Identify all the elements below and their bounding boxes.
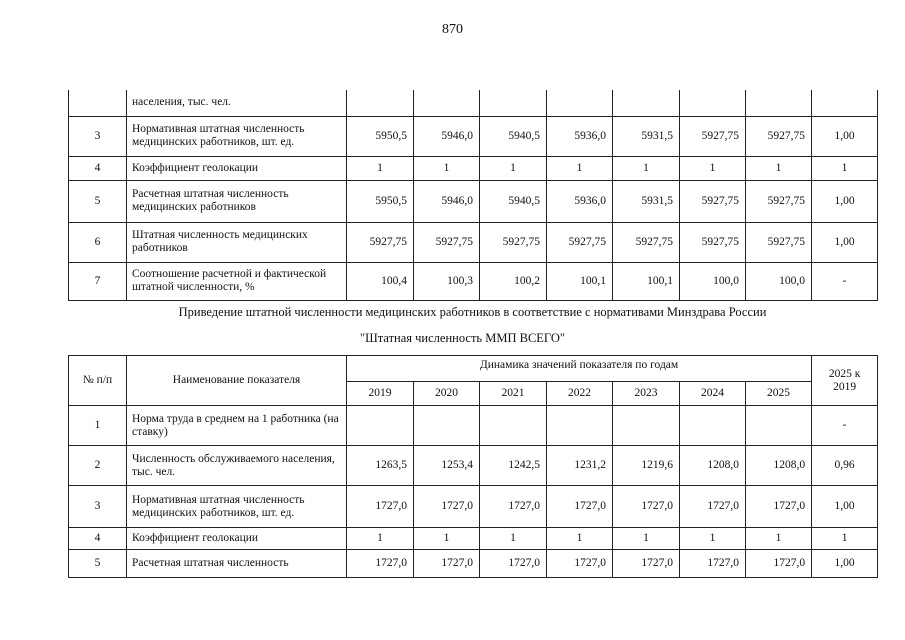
value-cell: 5927,75 xyxy=(746,222,812,262)
indicator-name: Нормативная штатная численность медицинских работников, шт. ед. xyxy=(127,486,347,528)
table-row xyxy=(69,180,878,222)
value-cell: 1231,2 xyxy=(547,446,613,486)
value-cell: 1727,0 xyxy=(347,486,414,528)
value-cell: 5946,0 xyxy=(414,180,480,222)
indicator-name: Численность обслуживаемого населения, тыс. чел. xyxy=(127,446,347,486)
value-cell xyxy=(613,406,680,446)
value-cell: 1208,0 xyxy=(746,446,812,486)
table-row xyxy=(69,486,878,528)
table-mmp-total xyxy=(68,355,878,578)
value-cell xyxy=(613,90,680,116)
value-cell: 5927,75 xyxy=(680,222,746,262)
row-number xyxy=(69,90,127,116)
value-cell: 5927,75 xyxy=(613,222,680,262)
value-cell xyxy=(746,406,812,446)
indicator-name: Норма труда в среднем на 1 работника (на ставку) xyxy=(127,406,347,446)
value-cell: 1219,6 xyxy=(613,446,680,486)
value-cell: 1727,0 xyxy=(547,486,613,528)
header-ratio: 2025 к 2019 xyxy=(812,356,878,406)
table-row xyxy=(69,90,878,116)
value-cell: 5931,5 xyxy=(613,116,680,156)
value-cell: 1208,0 xyxy=(680,446,746,486)
header-dynamics: Динамика значений показателя по годам xyxy=(347,356,812,382)
header-num: № п/п xyxy=(69,356,127,406)
header-year: 2022 xyxy=(547,382,613,406)
value-cell: 5927,75 xyxy=(414,222,480,262)
indicator-name: Коэффициент геолокации xyxy=(127,156,347,180)
table-row xyxy=(69,156,878,180)
value-cell: 100,0 xyxy=(746,262,812,300)
value-cell: 1 xyxy=(347,528,414,550)
table-caption: Приведение штатной численности медицинских работников в соответствие с нормативами Минздрава России xyxy=(178,305,767,319)
table-row xyxy=(69,406,878,446)
value-cell: 1253,4 xyxy=(414,446,480,486)
value-cell: 5927,75 xyxy=(746,180,812,222)
ratio-cell: - xyxy=(812,262,878,300)
value-cell: 1727,0 xyxy=(547,550,613,578)
value-cell: 1 xyxy=(480,156,547,180)
table-row xyxy=(69,528,878,550)
ratio-cell: 1,00 xyxy=(812,180,878,222)
value-cell xyxy=(480,90,547,116)
value-cell: 1727,0 xyxy=(680,486,746,528)
value-cell: 1 xyxy=(480,528,547,550)
header-year: 2025 xyxy=(746,382,812,406)
value-cell: 1 xyxy=(746,156,812,180)
table-top-continued xyxy=(68,90,878,301)
header-year: 2021 xyxy=(480,382,547,406)
value-cell: 100,2 xyxy=(480,262,547,300)
value-cell: 5931,5 xyxy=(613,180,680,222)
table-row xyxy=(69,116,878,156)
row-number: 5 xyxy=(69,550,127,578)
row-number: 4 xyxy=(69,156,127,180)
value-cell: 100,4 xyxy=(347,262,414,300)
table-row xyxy=(69,446,878,486)
header-year: 2020 xyxy=(414,382,480,406)
table-row xyxy=(69,550,878,578)
page-number: 870 xyxy=(442,22,463,37)
value-cell xyxy=(547,90,613,116)
ratio-cell: 1 xyxy=(812,156,878,180)
ratio-cell: 1,00 xyxy=(812,116,878,156)
value-cell: 1242,5 xyxy=(480,446,547,486)
value-cell: 1 xyxy=(414,528,480,550)
value-cell: 1 xyxy=(680,156,746,180)
value-cell xyxy=(347,406,414,446)
ratio-cell xyxy=(812,90,878,116)
value-cell: 1 xyxy=(613,528,680,550)
row-number: 3 xyxy=(69,486,127,528)
value-cell: 1727,0 xyxy=(347,550,414,578)
value-cell: 1727,0 xyxy=(414,550,480,578)
value-cell: 1263,5 xyxy=(347,446,414,486)
value-cell: 1727,0 xyxy=(480,486,547,528)
value-cell: 5927,75 xyxy=(547,222,613,262)
indicator-name: Нормативная штатная численность медицинских работников, шт. ед. xyxy=(127,116,347,156)
value-cell: 5927,75 xyxy=(680,116,746,156)
row-number: 1 xyxy=(69,406,127,446)
header-year: 2019 xyxy=(347,382,414,406)
value-cell: 1727,0 xyxy=(613,486,680,528)
value-cell: 1727,0 xyxy=(414,486,480,528)
value-cell xyxy=(347,90,414,116)
value-cell: 5950,5 xyxy=(347,180,414,222)
indicator-name: Расчетная штатная численность медицинских работников xyxy=(127,180,347,222)
value-cell xyxy=(680,406,746,446)
value-cell: 5936,0 xyxy=(547,116,613,156)
value-cell xyxy=(414,90,480,116)
ratio-cell: 1 xyxy=(812,528,878,550)
value-cell: 5940,5 xyxy=(480,116,547,156)
row-number: 4 xyxy=(69,528,127,550)
ratio-cell: - xyxy=(812,406,878,446)
table-row xyxy=(69,222,878,262)
row-number: 2 xyxy=(69,446,127,486)
row-number: 5 xyxy=(69,180,127,222)
value-cell: 100,1 xyxy=(547,262,613,300)
value-cell: 5927,75 xyxy=(680,180,746,222)
row-number: 3 xyxy=(69,116,127,156)
value-cell xyxy=(547,406,613,446)
indicator-name: населения, тыс. чел. xyxy=(127,90,347,116)
value-cell: 1 xyxy=(613,156,680,180)
value-cell xyxy=(480,406,547,446)
value-cell: 5927,75 xyxy=(746,116,812,156)
value-cell: 1 xyxy=(547,528,613,550)
value-cell: 1727,0 xyxy=(680,550,746,578)
value-cell: 1 xyxy=(414,156,480,180)
value-cell: 5927,75 xyxy=(347,222,414,262)
indicator-name: Штатная численность медицинских работников xyxy=(127,222,347,262)
ratio-cell: 1,00 xyxy=(812,222,878,262)
header-year: 2024 xyxy=(680,382,746,406)
value-cell: 1727,0 xyxy=(480,550,547,578)
value-cell: 5927,75 xyxy=(480,222,547,262)
value-cell: 5946,0 xyxy=(414,116,480,156)
value-cell xyxy=(414,406,480,446)
header-year: 2023 xyxy=(613,382,680,406)
value-cell xyxy=(746,90,812,116)
ratio-cell: 1,00 xyxy=(812,550,878,578)
value-cell: 1727,0 xyxy=(746,550,812,578)
value-cell: 100,0 xyxy=(680,262,746,300)
indicator-name: Расчетная штатная численность xyxy=(127,550,347,578)
value-cell: 1 xyxy=(547,156,613,180)
value-cell: 1 xyxy=(746,528,812,550)
indicator-name: Коэффициент геолокации xyxy=(127,528,347,550)
table-row xyxy=(69,262,878,300)
row-number: 7 xyxy=(69,262,127,300)
value-cell: 1727,0 xyxy=(613,550,680,578)
value-cell: 1727,0 xyxy=(746,486,812,528)
value-cell: 5936,0 xyxy=(547,180,613,222)
row-number: 6 xyxy=(69,222,127,262)
value-cell: 100,1 xyxy=(613,262,680,300)
value-cell: 1 xyxy=(347,156,414,180)
value-cell: 1 xyxy=(680,528,746,550)
value-cell: 5940,5 xyxy=(480,180,547,222)
indicator-name: Соотношение расчетной и фактической штатной численности, % xyxy=(127,262,347,300)
header-name: Наименование показателя xyxy=(127,356,347,406)
value-cell: 5950,5 xyxy=(347,116,414,156)
table-subtitle: "Штатная численность ММП ВСЕГО" xyxy=(360,331,565,345)
ratio-cell: 0,96 xyxy=(812,446,878,486)
value-cell xyxy=(680,90,746,116)
ratio-cell: 1,00 xyxy=(812,486,878,528)
value-cell: 100,3 xyxy=(414,262,480,300)
